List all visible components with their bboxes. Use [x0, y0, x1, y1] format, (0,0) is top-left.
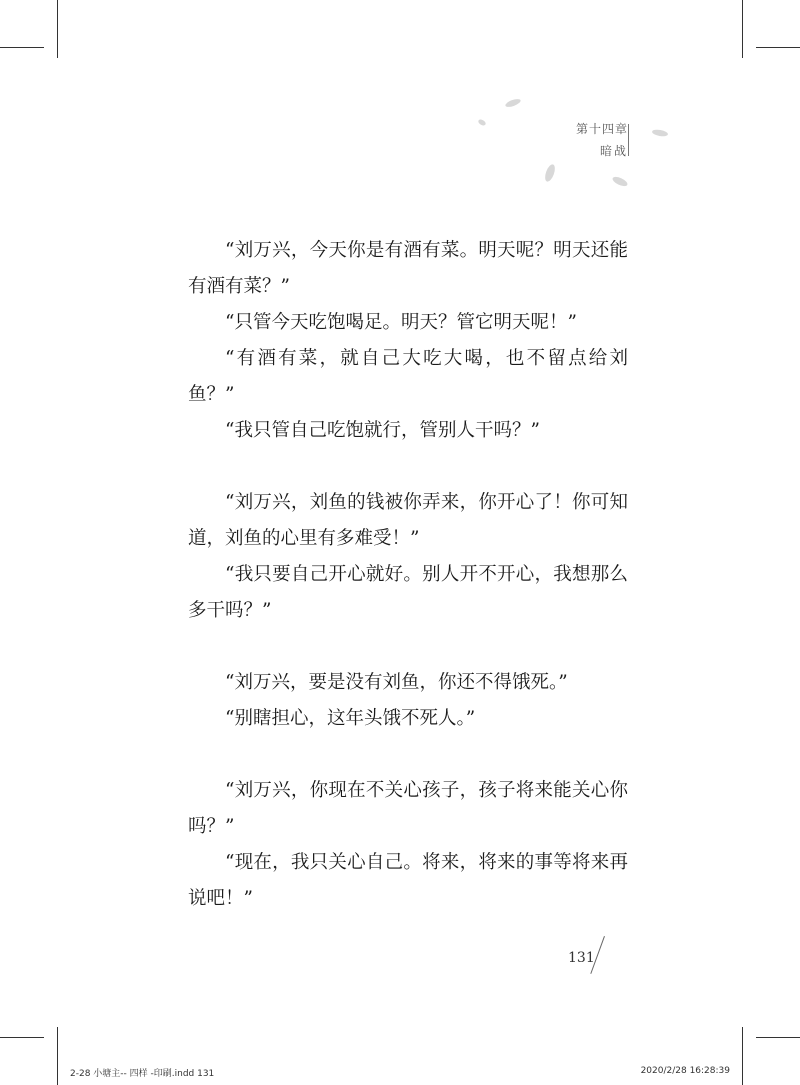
- dialogue-paragraph: “有酒有菜，就自己大吃大喝，也不留点给刘鱼？”: [188, 348, 628, 405]
- petal-decoration: [477, 118, 486, 126]
- crop-mark: [756, 1037, 800, 1038]
- body-text: [188, 233, 628, 917]
- paragraph-gap: [188, 737, 628, 773]
- dialogue-paragraph: “现在，我只关心自己。将来，将来的事等将来再说吧！”: [188, 852, 628, 909]
- paragraph-gap: [188, 629, 628, 665]
- petal-decoration: [543, 163, 557, 183]
- chapter-title: 暗战: [599, 144, 628, 158]
- footer-file-info: 2-28 小塘主-- 四样 -印刷.indd 131: [70, 1069, 215, 1079]
- dialogue-paragraph: “刘万兴，你现在不关心孩子，孩子将来能关心你吗？”: [188, 780, 628, 837]
- dialogue-paragraph: “别瞎担心，这年头饿不死人。”: [225, 708, 476, 729]
- petal-decoration: [652, 129, 669, 138]
- crop-mark: [57, 0, 58, 58]
- dialogue-paragraph: “刘万兴，要是没有刘鱼，你还不得饿死。”: [225, 672, 568, 693]
- crop-mark: [0, 1037, 44, 1038]
- dialogue-paragraph: “我只要自己开心就好。别人开不开心，我想那么多干吗？”: [188, 564, 628, 621]
- petal-decoration: [504, 97, 521, 108]
- crop-mark: [742, 1027, 743, 1085]
- crop-mark: [0, 47, 44, 48]
- chapter-number: 第十四章: [575, 122, 628, 136]
- dialogue-paragraph: “刘万兴，刘鱼的钱被你弄来，你开心了！你可知道，刘鱼的心里有多难受！”: [188, 492, 628, 549]
- petal-decoration: [611, 175, 628, 188]
- paragraph-gap: [188, 449, 628, 485]
- footer-timestamp: 2020/2/28 16:28:39: [640, 1066, 730, 1076]
- crop-mark: [57, 1027, 58, 1085]
- header-rule: [628, 124, 629, 156]
- crop-mark: [742, 0, 743, 58]
- dialogue-paragraph: “我只管自己吃饱就行，管别人干吗？”: [225, 420, 540, 441]
- dialogue-paragraph: “只管今天吃饱喝足。明天？管它明天呢！”: [225, 312, 577, 333]
- page-number: 131: [568, 950, 595, 966]
- crop-mark: [756, 47, 800, 48]
- running-header: [576, 120, 628, 160]
- dialogue-paragraph: “刘万兴，今天你是有酒有菜。明天呢？明天还能有酒有菜？”: [188, 240, 628, 297]
